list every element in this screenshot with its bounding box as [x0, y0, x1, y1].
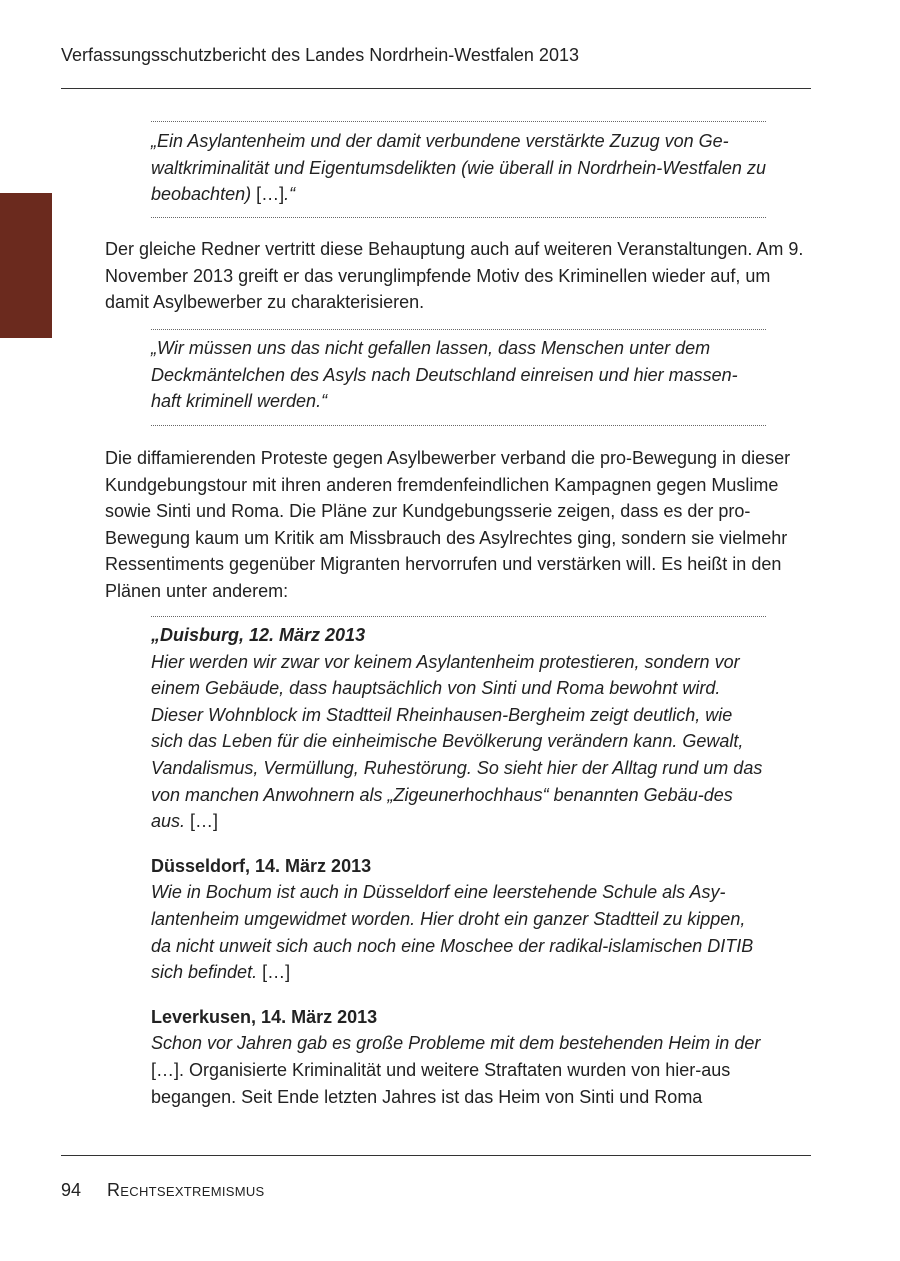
footer-section-title: Rechtsextremismus [107, 1180, 265, 1200]
page-header-title: Verfassungsschutzbericht des Landes Nordrhein-Westfalen 2013 [61, 45, 579, 65]
quote-entry-text: Schon vor Jahren gab es große Probleme mit dem bestehenden Heim in der [151, 1033, 761, 1054]
footer-rule [61, 1155, 811, 1156]
quote-divider [151, 616, 766, 617]
body-paragraph-2: Die diffamierenden Proteste gegen Asylbewerber verband die pro-Bewegung in dieser Kundgebungstour mit ihren anderen fremdenfeindlichen Kampagnen gegen Muslime sowie Sinti und Roma. Die Pläne zur Kundgebungsserie zeigen, dass es der pro-Bewegung kaum um Kritik am Missbrauch des Asylrechtes ging, sondern sie vielmehr Ressentiments gegenüber Migranten hervorrufen und verstärken will. Es heißt in den Plänen unter anderem: [105, 448, 791, 601]
quote-entry-text: Hier werden wir zwar vor keinem Asylantenheim protestieren, sondern vor einem Gebäude, dass hauptsächlich von Sinti und Roma bewohnt wird. Dieser Wohnblock im Stadtteil Rheinhausen-Bergheim zeigt deutlich, wie sich das Leben für die einheimische Bevölkerung verändern kann. Gewalt, Vandalismus, Vermüllung, Ruhestörung. So sieht hier der Alltag rund um das von manchen Anwohnern als „Zigeunerhochhaus“ benannten Gebäu-des aus. [151, 651, 763, 832]
quote-block-3 [151, 622, 766, 1110]
quote-ellipsis: […] [251, 184, 285, 205]
body-paragraph-1: Der gleiche Redner vertritt diese Behauptung auch auf weiteren Veranstaltungen. Am 9. November 2013 greift er das verunglimpfende Motiv des Kriminellen wieder auf, um damit Asylbewerber zu charakterisieren. [105, 239, 804, 313]
quote-entry-heading: Leverkusen, 14. März 2013 [151, 1006, 378, 1027]
quote-ellipsis: […] [151, 1059, 180, 1080]
quote-block-2 [151, 335, 766, 415]
quote-block-1 [151, 128, 766, 208]
quote-entry-heading: Düsseldorf, 14. März 2013 [151, 855, 372, 876]
quote-text: „Ein Asylantenheim und der damit verbundene verstärkte Zuzug von Ge-waltkriminalität und Eigentumsdelikten (wie überall in Nordrhein-Westfalen zu beobachten) [151, 131, 766, 205]
quote-ellipsis: […] [257, 962, 291, 983]
quote-divider [151, 121, 766, 122]
chapter-side-tab [0, 193, 52, 338]
quote-divider [151, 329, 766, 330]
header-rule [61, 88, 811, 89]
quote-divider [151, 425, 766, 426]
quote-entry-heading: „Duisburg, 12. März 2013 [151, 625, 366, 645]
quote-entry-text-rest: . Organisierte Kriminalität und weitere Straftaten wurden von hier-aus begangen. Seit Ende letzten Jahres ist das Heim von Sinti und Roma [151, 1059, 731, 1107]
footer-page-number: 94 [61, 1180, 82, 1200]
quote-ellipsis: […] [185, 811, 219, 832]
quote-closing: .“ [284, 184, 296, 205]
quote-divider [151, 217, 766, 218]
quote-entry-text: Wie in Bochum ist auch in Düsseldorf eine leerstehende Schule als Asy-lantenheim umgewidmet worden. Hier droht ein ganzer Stadtteil zu kippen, da nicht unweit sich auch noch eine Moschee der radikal-islamischen DITIB sich befindet. [151, 882, 754, 983]
quote-text: „Wir müssen uns das nicht gefallen lassen, dass Menschen unter dem Deckmäntelchen des Asyls nach Deutschland einreisen und hier massen-haft kriminell werden.“ [151, 338, 738, 412]
